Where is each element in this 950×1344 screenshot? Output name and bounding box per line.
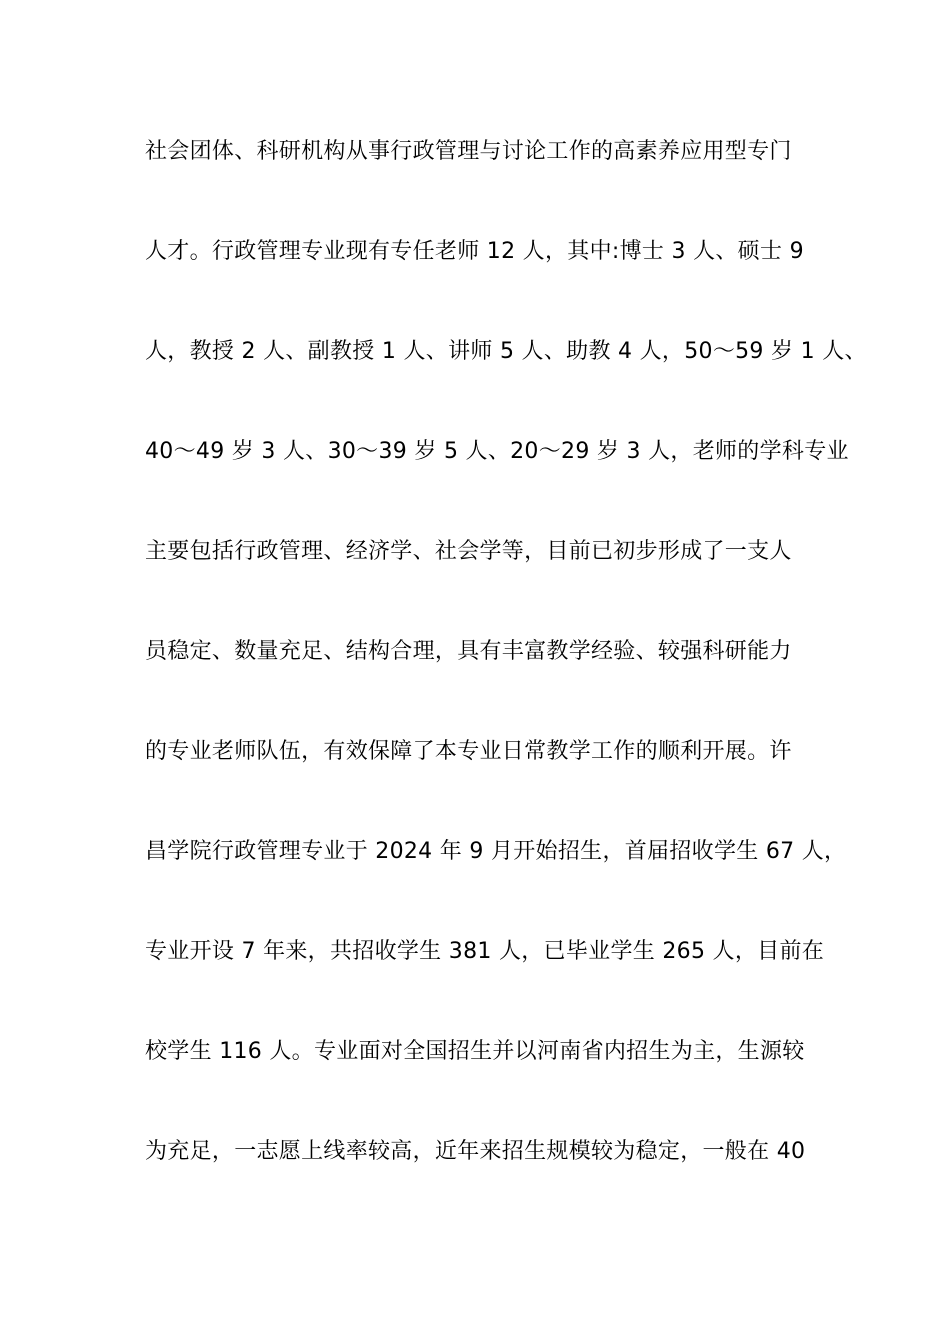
- text-line: 40～49 岁 3 人、30～39 岁 5 人、20～29 岁 3 人，老师的学科专业: [145, 439, 849, 464]
- text-line: 专业开设 7 年来，共招收学生 381 人，已毕业学生 265 人，目前在: [145, 939, 825, 964]
- text-line: 为充足，一志愿上线率较高，近年来招生规模较为稳定，一般在 40: [145, 1139, 806, 1164]
- text-line: 的专业老师队伍，有效保障了本专业日常教学工作的顺利开展。许: [145, 739, 792, 764]
- text-line: 人才。行政管理专业现有专任老师 12 人，其中:博士 3 人、硕士 9: [145, 239, 804, 264]
- text-line: 员稳定、数量充足、结构合理，具有丰富教学经验、较强科研能力: [145, 639, 792, 664]
- text-line: 社会团体、科研机构从事行政管理与讨论工作的高素养应用型专门: [145, 139, 792, 164]
- text-line: 昌学院行政管理专业于 2024 年 9 月开始招生，首届招收学生 67 人，: [145, 839, 847, 864]
- text-line: 人，教授 2 人、副教授 1 人、讲师 5 人、助教 4 人，50～59 岁 1 人、: [145, 339, 867, 364]
- body-text: [145, 132, 867, 1232]
- text-line: 主要包括行政管理、经济学、社会学等，目前已初步形成了一支人: [145, 539, 792, 564]
- text-line: 校学生 116 人。专业面对全国招生并以河南省内招生为主，生源较: [145, 1039, 805, 1064]
